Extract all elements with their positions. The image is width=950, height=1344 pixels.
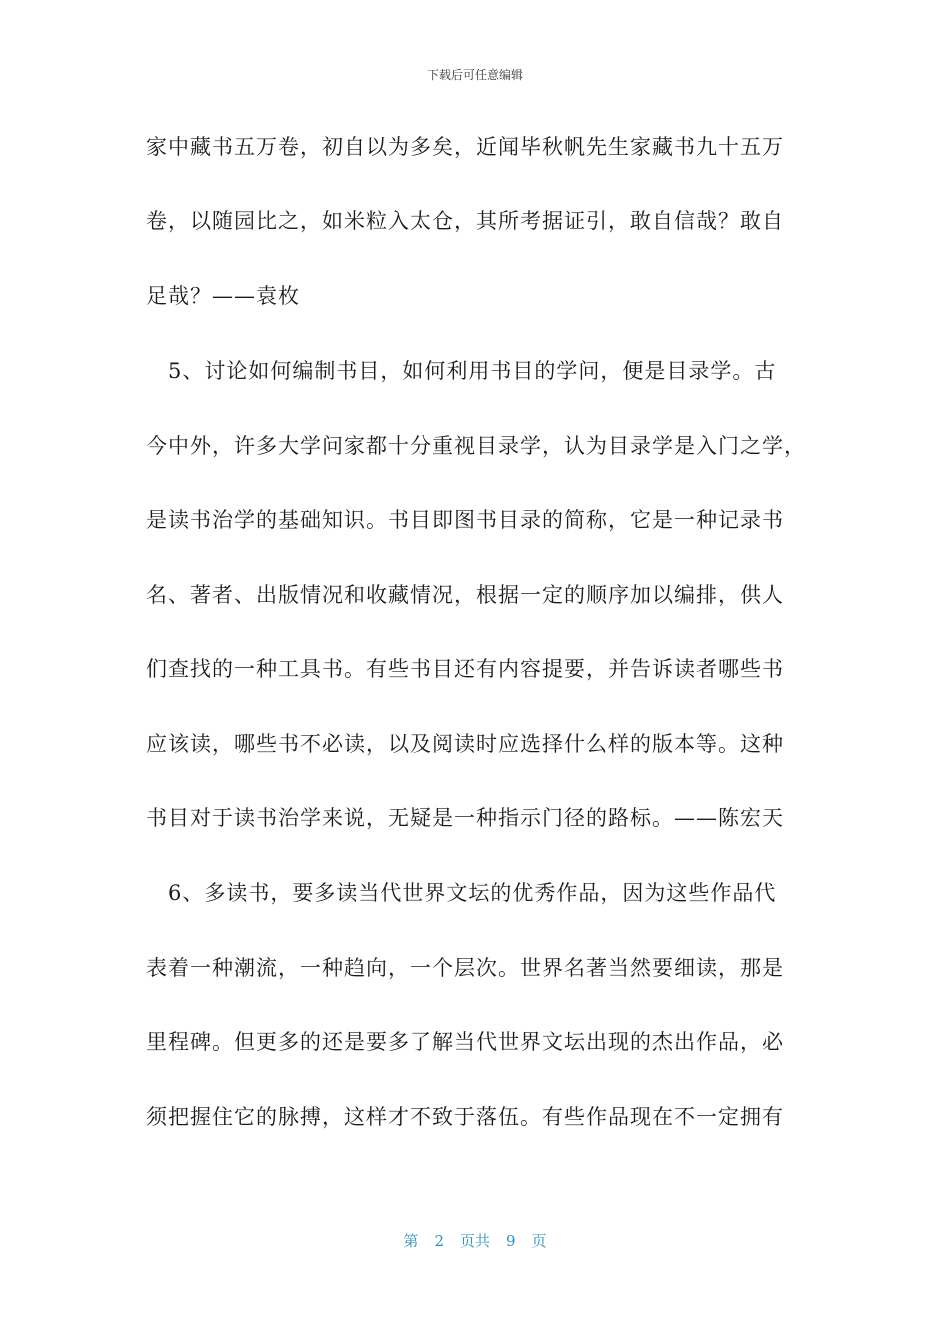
page-footer [0, 1230, 950, 1251]
text-line: 表着一种潮流，一种趋向，一个层次。世界名著当然要细读，那是 [146, 956, 784, 980]
page-prefix: 第 [403, 1232, 419, 1250]
text-line: 5、讨论如何编制书目，如何利用书目的学问，便是目录学。古 [146, 359, 777, 383]
text-line: 们查找的一种工具书。有些书目还有内容提要，并告诉读者哪些书 [146, 657, 784, 681]
page-header: 下载后可任意编辑 [426, 68, 523, 82]
text-line: 卷，以随园比之，如米粒入太仓，其所考据证引，敢自信哉？敢自 [146, 209, 784, 233]
text-line: 是读书治学的基础知识。书目即图书目录的简称，它是一种记录书 [146, 508, 784, 532]
text-line: 书目对于读书治学来说，无疑是一种指示门径的路标。——陈宏天 [146, 806, 784, 830]
text-line: 足哉？——袁枚 [146, 284, 300, 308]
page-number: 2 [434, 1232, 444, 1250]
text-line: 家中藏书五万卷，初自以为多矣，近闻毕秋帆先生家藏书九十五万 [146, 135, 784, 159]
text-line: 应该读，哪些书不必读，以及阅读时应选择什么样的版本等。这种 [146, 732, 784, 756]
text-line: 名、著者、出版情况和收藏情况，根据一定的顺序加以编排，供人 [146, 583, 784, 607]
page-suffix: 页 [531, 1232, 547, 1250]
page-total: 9 [506, 1232, 516, 1250]
text-line: 今中外，许多大学问家都十分重视目录学，认为目录学是入门之学， [146, 434, 806, 458]
page-mid: 页共 [459, 1232, 490, 1250]
text-line: 须把握住它的脉搏，这样才不致于落伍。有些作品现在不一定拥有 [146, 1105, 784, 1129]
text-line: 里程碑。但更多的还是要多了解当代世界文坛出现的杰出作品，必 [146, 1030, 784, 1054]
text-line: 6、多读书，要多读当代世界文坛的优秀作品，因为这些作品代 [146, 881, 777, 905]
